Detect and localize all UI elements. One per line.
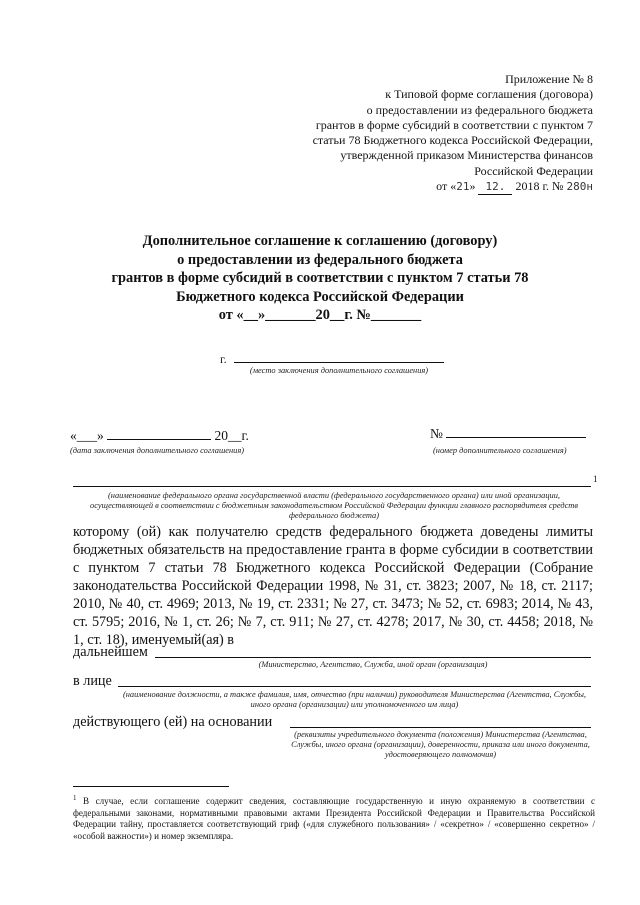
annex-line: статьи 78 Бюджетного кодекса Российской Федерации,: [312, 133, 593, 148]
ministry-caption: (Министерство, Агентство, Служба, иной орган (организация): [258, 660, 488, 669]
annex-date: от «21» 12. 2018 г. № 280н: [293, 179, 593, 195]
organ-caption: (наименование федерального органа государственной власти (федерального государственного органа) или иной организации, осуществляющей в соответствии с бюджетным законодательством Российской Федерации функции главного распорядителя средств федерального бюджета): [90, 491, 578, 520]
agreement-date-caption: (дата заключения дополнительного соглашения): [70, 446, 245, 455]
body-paragraph: которому (ой) как получателю средств федерального бюджета доведены лимиты бюджетных обязательств на предоставление гранта в форме субсидии в соответствии с пунктом 7 статьи 78 Бюджетного кодекса Российской Федерации (Собрание законодательства Российской Федерации 1998, № 31, ст. 3823; 2007, № 18, ст. 2117; 2010, № 40, ст. 4969; 2013, № 19, ст. 2331; № 27, ст. 3473; № 52, ст. 6983; 2014, № 43, ст. 5795; 2016, № 1, ст. 26; № 7, ст. 911; № 27, ст. 4278; 2017, № 30, ст. 4458; 2018, № 1, ст. 18), именуемый(ая) в: [73, 524, 593, 648]
annex-line: грантов в форме субсидий в соответствии с пунктом 7: [315, 117, 593, 132]
basis-label: действующего (ей) на основании: [73, 714, 273, 730]
handwritten-day: 21: [456, 180, 470, 194]
agreement-number: №: [430, 426, 586, 442]
annex-line: утвержденной приказом Министерства финансов: [340, 148, 593, 163]
basis-caption: (реквизиты учредительного документа (положения) Министерства (Агентства, Службы, иного органа (организации), доверенности, приказа или иного документа, удостоверяющего полномочия): [291, 730, 590, 759]
agreement-number-caption: (номер дополнительного соглашения): [433, 446, 567, 455]
face-caption: (наименование должности, а также фамилия, имя, отчество (при наличии) руководителя Министерства (Агентства, Службы, иного органа (организации) или уполномоченного им лица): [122, 690, 586, 709]
face-label: в лице: [73, 673, 112, 689]
handwritten-number: 280н: [566, 180, 593, 194]
annex-line: о предоставлении из федерального бюджета: [366, 102, 593, 117]
organ-line: [73, 486, 591, 487]
body-last-line: дальнейшем: [73, 644, 148, 660]
agreement-date: «___» 20__г.: [70, 428, 249, 443]
place-line: [234, 362, 444, 363]
document-title: Дополнительное соглашение к соглашению (договору) о предоставлении из федерального бюджета грантов в форме субсидий в соответствии с пунктом 7 статьи 78 Бюджетного кодекса Российской Федерации от «__»_______20__г. №_______: [111, 233, 529, 324]
annex-line: Российской Федерации: [474, 163, 593, 178]
annex-line: Приложение № 8: [505, 72, 593, 86]
annex-line: к Типовой форме соглашения (договора): [385, 87, 593, 102]
handwritten-month: 12.: [478, 179, 512, 195]
place-field: г. (место заключения дополнительного соглашения): [220, 350, 445, 368]
annex-header: [293, 72, 593, 195]
footnote: $^1$ В случае, если соглашение содержит сведения, составляющие государственную и иную охраняемую в соответствии с федеральными законами, нормативными правовыми актами Президента Российской Федерации и Правительства Российской Федерации тайну, проставляется соответствующий гриф («для служебного пользования» / «секретно» / «совершенно секретно» / «особой важности») и номер экземпляра.: [73, 794, 595, 841]
footnote-divider: [73, 786, 229, 787]
